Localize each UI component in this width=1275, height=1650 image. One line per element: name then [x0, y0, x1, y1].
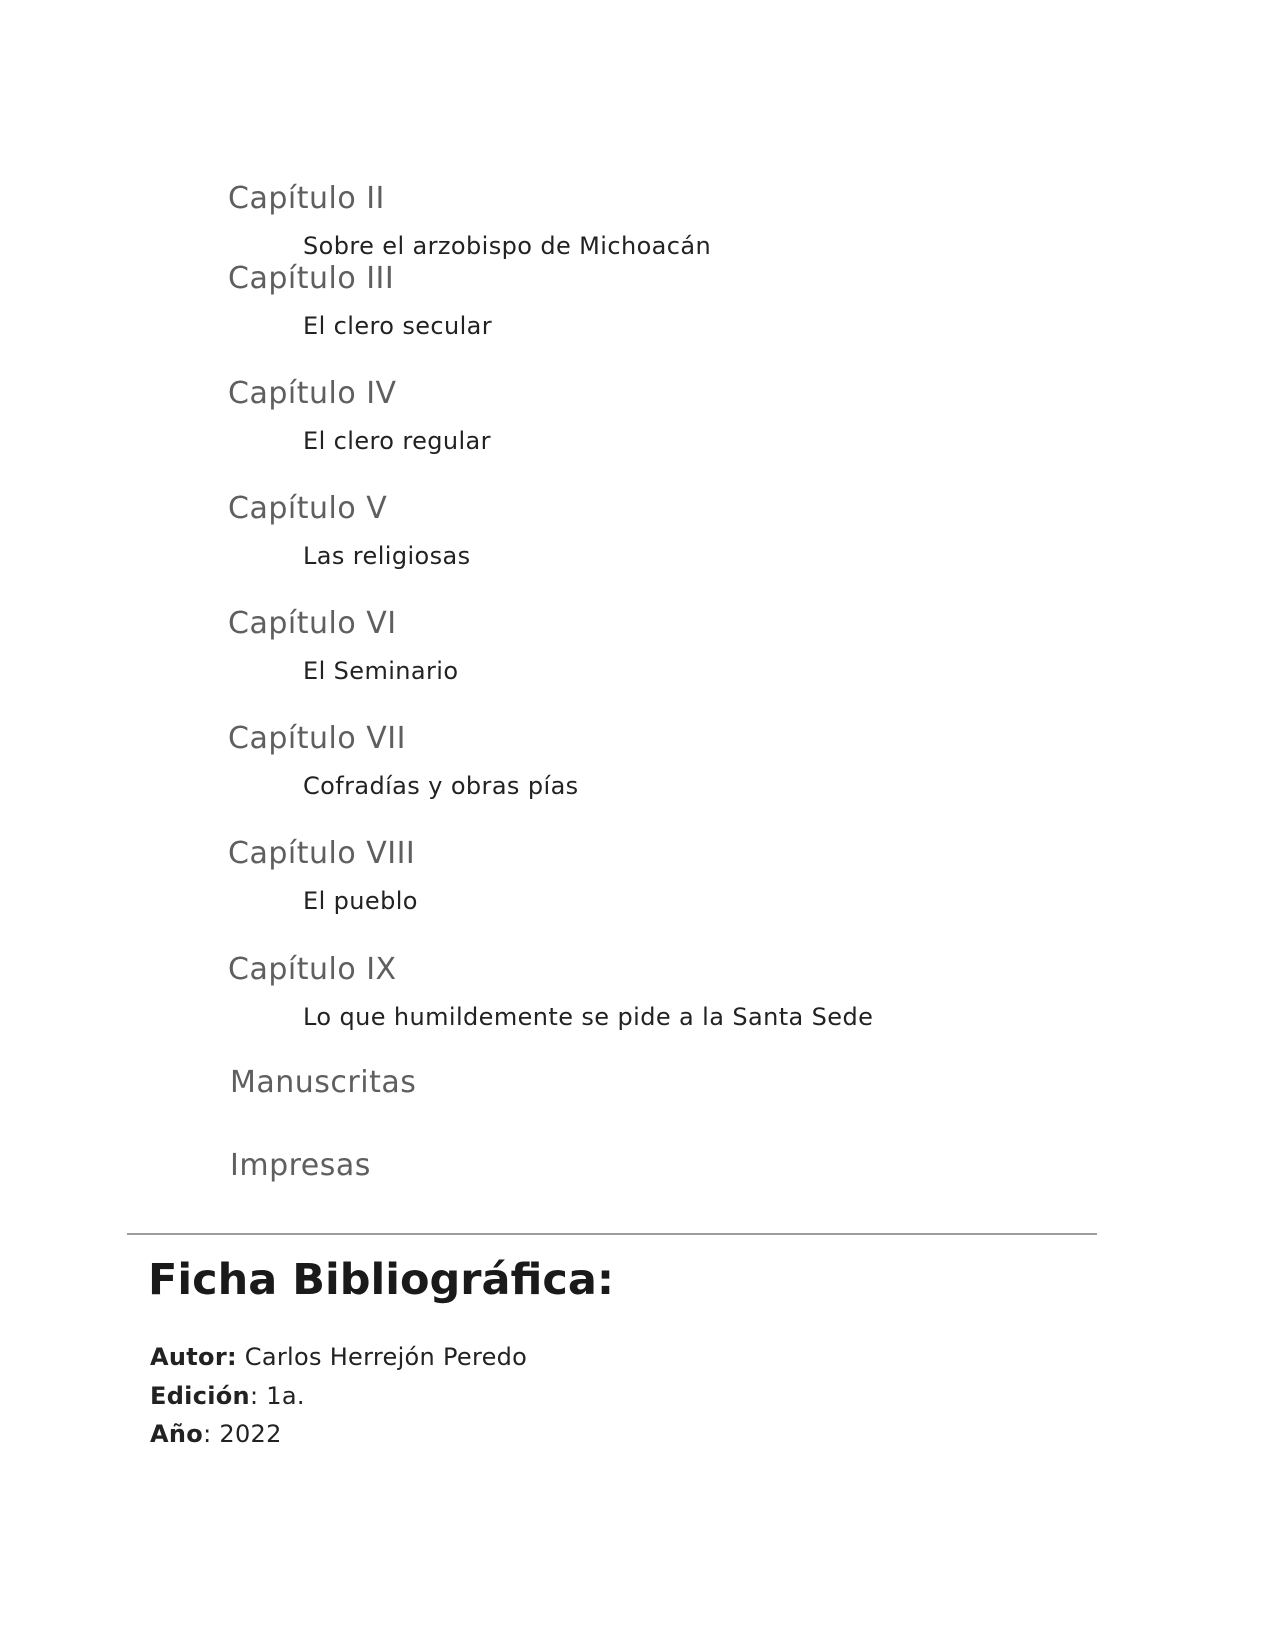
ficha-edicion-value: : 1a.: [249, 1382, 305, 1410]
toc-chapter-7-title[interactable]: Capítulo VII: [228, 721, 406, 756]
toc-chapter-8-subtitle[interactable]: El pueblo: [303, 887, 418, 915]
toc-chapter-6-title[interactable]: Capítulo VI: [228, 606, 397, 641]
toc-chapter-6-subtitle[interactable]: El Seminario: [303, 657, 459, 685]
ficha-heading: Ficha Bibliográfica:: [148, 1255, 615, 1305]
toc-chapter-9-title[interactable]: Capítulo IX: [228, 952, 397, 987]
toc-section-impresas[interactable]: Impresas: [230, 1148, 371, 1183]
ficha-edicion-label: Edición: [150, 1382, 250, 1410]
toc-chapter-5-title[interactable]: Capítulo V: [228, 491, 388, 526]
section-divider: [127, 1233, 1097, 1235]
toc-chapter-3-title[interactable]: Capítulo III: [228, 261, 395, 296]
ficha-autor-label: Autor:: [150, 1343, 237, 1371]
toc-chapter-8-title[interactable]: Capítulo VIII: [228, 836, 416, 871]
ficha-anio-label: Año: [150, 1420, 204, 1448]
ficha-anio-row: [150, 1422, 282, 1446]
toc-section-manuscritas[interactable]: Manuscritas: [230, 1065, 417, 1100]
ficha-edicion-row: [150, 1384, 305, 1408]
toc-chapter-7-subtitle[interactable]: Cofradías y obras pías: [303, 772, 579, 800]
toc-chapter-5-subtitle[interactable]: Las religiosas: [303, 542, 471, 570]
toc-chapter-3-subtitle[interactable]: El clero secular: [303, 312, 493, 340]
ficha-anio-value: : 2022: [203, 1420, 282, 1448]
toc-chapter-4-subtitle[interactable]: El clero regular: [303, 427, 491, 455]
ficha-autor-row: [150, 1345, 527, 1369]
ficha-autor-value: Carlos Herrejón Peredo: [236, 1343, 528, 1371]
toc-chapter-2-title[interactable]: Capítulo II: [228, 181, 385, 216]
toc-chapter-2-subtitle[interactable]: Sobre el arzobispo de Michoacán: [303, 232, 712, 260]
toc-chapter-4-title[interactable]: Capítulo IV: [228, 376, 397, 411]
toc-chapter-9-subtitle[interactable]: Lo que humildemente se pide a la Santa Sede: [303, 1003, 874, 1031]
